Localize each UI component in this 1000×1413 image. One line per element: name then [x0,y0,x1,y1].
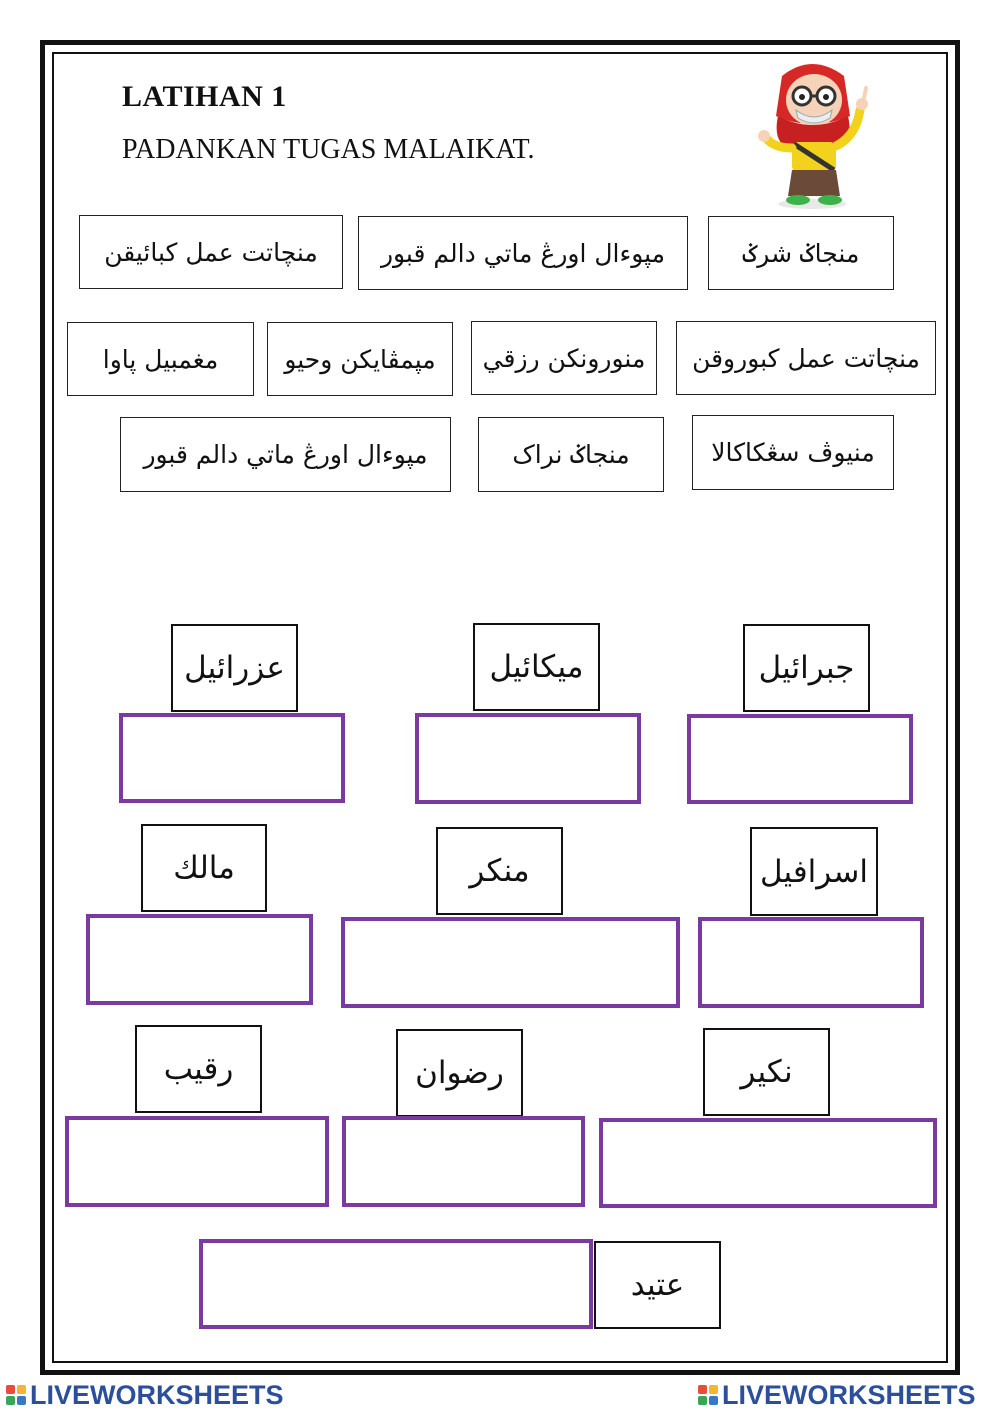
angel-label: مالك [141,824,267,912]
task-card[interactable]: منورونکن رزقي [471,321,657,395]
angel-label: رقيب [135,1025,262,1113]
answer-drop-box[interactable] [698,917,924,1008]
angel-label: رضوان [396,1029,523,1117]
exercise-instruction: PADANKAN TUGAS MALAIKAT. [122,134,535,165]
footer-logo-right [698,1378,976,1412]
footer-logo-left [6,1378,284,1412]
answer-drop-box[interactable] [342,1116,585,1207]
task-card[interactable]: مغمبيل ڽاوا [67,322,254,396]
task-card[interactable]: منجاݢ نراک [478,417,664,492]
angel-label: نكير [703,1028,830,1116]
exercise-title: LATIHAN 1 [122,80,287,113]
task-card[interactable]: منيوڤ سڠكاكالا [692,415,894,490]
answer-drop-box[interactable] [415,713,641,804]
task-card[interactable]: منجاݢ شرݢ [708,216,894,290]
answer-drop-box[interactable] [599,1118,937,1208]
task-card[interactable]: منچاتت عمل کبوروقن [676,321,936,395]
angel-label: عتيد [594,1241,721,1329]
angel-label: عزرائيل [171,624,298,712]
liveworksheets-logo-icon [6,1385,26,1405]
answer-drop-box[interactable] [687,714,913,804]
answer-drop-box[interactable] [86,914,313,1005]
brand-name: LIVEWORKSHEETS [722,1379,976,1410]
brand-name: LIVEWORKSHEETS [30,1379,284,1410]
answer-drop-box[interactable] [199,1239,593,1329]
teacher-mascot-illustration [752,58,880,210]
answer-drop-box[interactable] [65,1116,329,1207]
angel-label: ميكائيل [473,623,600,711]
task-card[interactable]: مپمڤايکن وحيو [267,322,453,396]
answer-drop-box[interactable] [341,917,680,1008]
task-card[interactable]: منچاتت عمل كبائيقن [79,215,343,289]
liveworksheets-logo-icon [698,1385,718,1405]
angel-label: منكر [436,827,563,915]
task-card[interactable]: مپوءال اورڠ ماتي دالم قبور [358,216,688,290]
task-card[interactable]: مپوءال اورڠ ماتي دالم قبور [120,417,451,492]
angel-label: جبرائيل [743,624,870,712]
angel-label: اسرافيل [750,827,878,916]
answer-drop-box[interactable] [119,713,345,803]
